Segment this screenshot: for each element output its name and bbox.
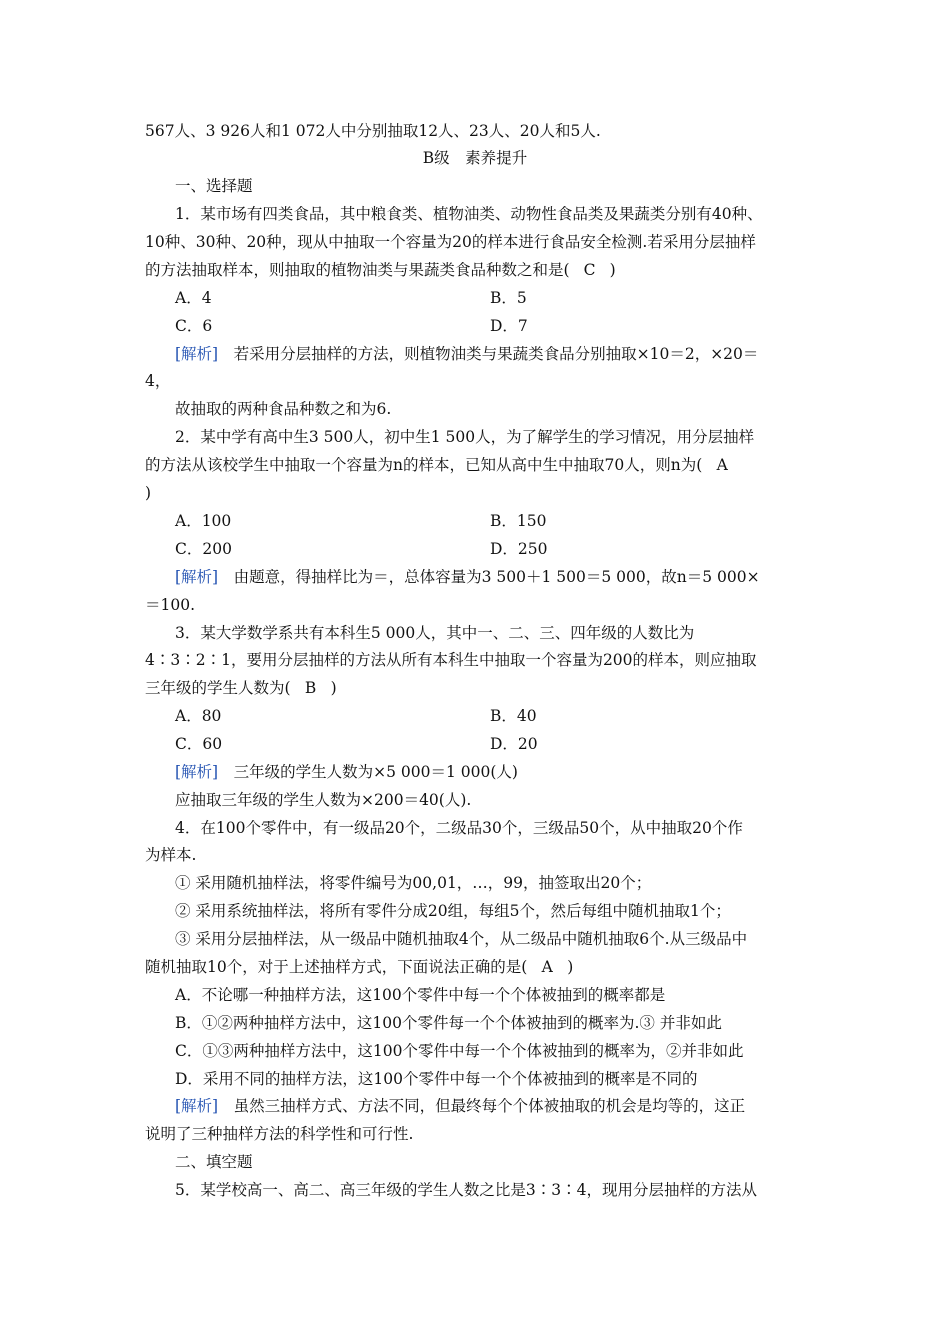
q3-paren-close: ) bbox=[330, 679, 337, 697]
part-heading-fill: 二、填空题 bbox=[175, 1153, 253, 1171]
q2-line-1: 2．某中学有高中生3 500人，初中生1 500人，为了解学生的学习情况，用分层抽样 bbox=[175, 428, 755, 446]
q3-analysis-line-2: 应抽取三年级的学生人数为×200＝40(人). bbox=[175, 791, 472, 809]
q3-option-a: A．80 bbox=[175, 707, 222, 725]
q2-analysis-line-1 bbox=[175, 567, 760, 587]
q4-analysis-line-1 bbox=[175, 1096, 745, 1116]
q2-line-3: ) bbox=[145, 484, 152, 502]
q4-option-a: A．不论哪一种抽样方法，这100个零件中每一个个体被抽到的概率都是 bbox=[175, 986, 666, 1004]
q1-option-c: C．6 bbox=[175, 317, 213, 335]
q3-line-1: 3．某大学数学系共有本科生5 000人，其中一、二、三、四年级的人数比为 bbox=[175, 624, 695, 642]
q3-option-b: B．40 bbox=[490, 707, 537, 725]
q4-answer: A bbox=[541, 958, 553, 976]
q1-analysis-line-1 bbox=[175, 344, 758, 364]
intro-line: 567人、3 926人和1 072人中分别抽取12人、23人、20人和5人. bbox=[145, 122, 601, 140]
q2-option-d: D．250 bbox=[490, 540, 548, 558]
q3-stem-end: 三年级的学生人数为( bbox=[145, 679, 291, 697]
q4-analysis-line-2: 说明了三种抽样方法的科学性和可行性. bbox=[145, 1125, 414, 1143]
section-title: B级 素养提升 bbox=[422, 149, 528, 167]
q4-paren-close: ) bbox=[567, 958, 574, 976]
analysis-tag: [解析] bbox=[175, 763, 219, 781]
analysis-tag: [解析] bbox=[175, 568, 219, 586]
q2-analysis-text: 由题意，得抽样比为＝，总体容量为3 500＋1 500＝5 000，故n＝5 000× bbox=[233, 568, 760, 586]
q1-option-d: D．7 bbox=[490, 317, 528, 335]
q3-option-c: C．60 bbox=[175, 735, 223, 753]
q1-line-1: 1．某市场有四类食品，其中粮食类、植物油类、动物性食品类及果蔬类分别有40种、 bbox=[175, 205, 763, 223]
q3-analysis-text: 三年级的学生人数为×5 000＝1 000(人) bbox=[233, 763, 518, 781]
q3-analysis-line-1 bbox=[175, 762, 518, 782]
q5-line-1: 5．某学校高一、高二、高三年级的学生人数之比是3∶3∶4，现用分层抽样的方法从 bbox=[175, 1181, 757, 1199]
analysis-tag: [解析] bbox=[175, 345, 219, 363]
q1-analysis-line-3: 故抽取的两种食品种数之和为6. bbox=[175, 400, 392, 418]
q2-stem-end: 的方法从该校学生中抽取一个容量为n的样本，已知从高中生中抽取70人，则n为( bbox=[145, 456, 703, 474]
q4-option-d: D．采用不同的抽样方法，这100个零件中每一个个体被抽到的概率是不同的 bbox=[175, 1070, 698, 1088]
q4-line-2: 为样本. bbox=[145, 846, 197, 864]
q4-analysis-text: 虽然三抽样方式、方法不同，但最终每个个体被抽取的机会是均等的，这正 bbox=[233, 1097, 746, 1115]
q1-analysis-line-2: 4， bbox=[145, 372, 171, 390]
q1-option-a: A．4 bbox=[175, 289, 212, 307]
q3-line-2: 4∶3∶2∶1，要用分层抽样的方法从所有本科生中抽取一个容量为200的样本，则应抽取 bbox=[145, 651, 757, 669]
q3-line-3 bbox=[145, 678, 337, 698]
q1-line-3 bbox=[145, 260, 616, 280]
q4-line-1: 4．在100个零件中，有一级品20个，二级品30个，三级品50个，从中抽取20个作 bbox=[175, 819, 743, 837]
q4-line-6 bbox=[145, 957, 573, 977]
q4-method-1: ① 采用随机抽样法，将零件编号为00,01，…，99，抽签取出20个； bbox=[175, 874, 652, 892]
q1-analysis-text: 若采用分层抽样的方法，则植物油类与果蔬类食品分别抽取×10＝2，×20＝ bbox=[233, 345, 759, 363]
q1-option-b: B．5 bbox=[490, 289, 527, 307]
q2-option-c: C．200 bbox=[175, 540, 232, 558]
q3-option-d: D．20 bbox=[490, 735, 538, 753]
q2-option-b: B．150 bbox=[490, 512, 547, 530]
q4-method-2: ② 采用系统抽样法，将所有零件分成20组，每组5个，然后每组中随机抽取1个； bbox=[175, 902, 731, 920]
q4-method-3: ③ 采用分层抽样法，从一级品中随机抽取4个，从二级品中随机抽取6个.从三级品中 bbox=[175, 930, 748, 948]
q4-stem-end: 随机抽取10个，对于上述抽样方式，下面说法正确的是( bbox=[145, 958, 528, 976]
q3-answer: B bbox=[304, 679, 317, 697]
q1-line-2: 10种、30种、20种，现从中抽取一个容量为20的样本进行食品安全检测.若采用分层抽样 bbox=[145, 233, 756, 251]
q1-answer: C bbox=[583, 261, 596, 279]
q4-option-b: B．①②两种抽样方法中，这100个零件每一个个体被抽到的概率为.③ 并非如此 bbox=[175, 1014, 722, 1032]
q1-paren-close: ) bbox=[609, 261, 616, 279]
analysis-tag: [解析] bbox=[175, 1097, 219, 1115]
q4-option-c: C．①③两种抽样方法中，这100个零件中每一个个体被抽到的概率为，②并非如此 bbox=[175, 1042, 744, 1060]
q2-line-2 bbox=[145, 455, 742, 475]
part-heading-choice: 一、选择题 bbox=[175, 177, 253, 195]
q2-option-a: A．100 bbox=[175, 512, 232, 530]
q2-analysis-line-2: ＝100. bbox=[145, 596, 196, 614]
q1-stem-end: 的方法抽取样本，则抽取的植物油类与果蔬类食品种数之和是( bbox=[145, 261, 570, 279]
q2-answer: A bbox=[716, 456, 728, 474]
